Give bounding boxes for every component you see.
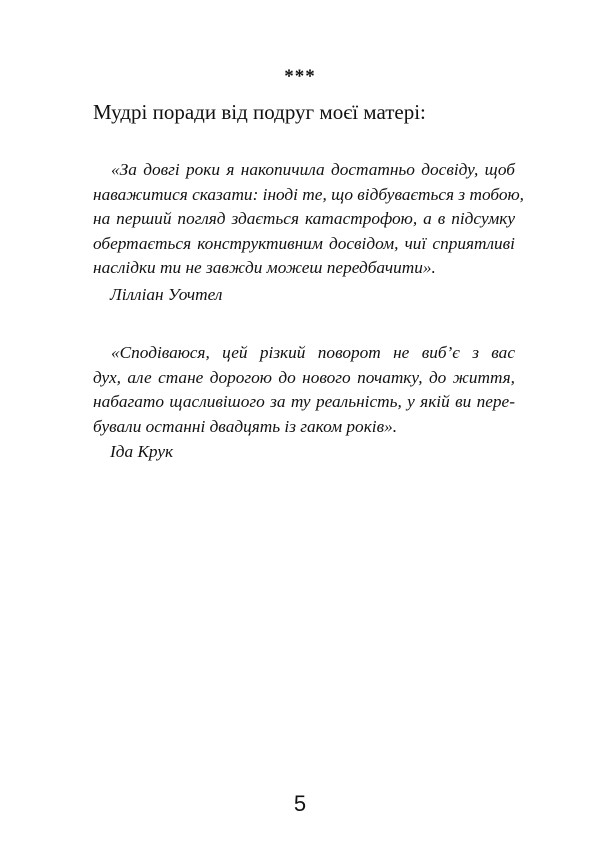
intro-line: Мудрі поради від подруг моєї матері:	[93, 100, 426, 124]
quote-author: Іда Крук	[110, 442, 174, 461]
section-separator: ***	[284, 66, 316, 87]
quote-line: на перший погляд здається катастрофою, а в підсумку	[93, 209, 515, 229]
quote-line: бували останні двадцять із гаком років».	[93, 416, 398, 436]
quote-block	[93, 158, 524, 281]
quote-line: наслідки ти не завжди можеш передбачити».	[93, 258, 436, 278]
quote-line: наважитися сказати: іноді те, що відбувається з тобою,	[93, 184, 524, 204]
quote-line: «Сподіваюся, цей різкий поворот не виб’є з вас	[111, 343, 515, 362]
quote-line: дух, але стане дорогою до нового початку, до життя,	[93, 367, 515, 387]
quote-block	[93, 341, 515, 439]
quote-line: «За довгі роки я накопичила достатньо досвіду, щоб	[111, 160, 515, 179]
quote-line: набагато щасливішого за ту реальність, у якій ви пере-	[93, 392, 515, 412]
quote-line: обертається конструктивним досвідом, чиї сприятливі	[93, 233, 515, 253]
page-number: 5	[293, 791, 307, 816]
quote-author: Лілліан Уочтел	[110, 285, 223, 304]
